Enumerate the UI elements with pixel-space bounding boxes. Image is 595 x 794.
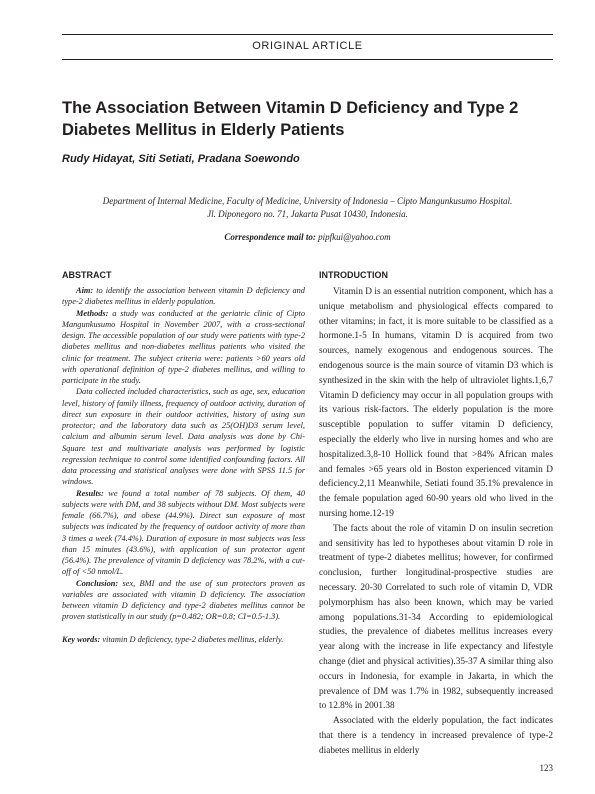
aim-label: Aim: <box>76 286 94 295</box>
introduction-heading: INTRODUCTION <box>319 270 388 280</box>
correspondence <box>62 232 553 242</box>
abstract-results <box>62 488 305 578</box>
methods-text: a study was conducted at the geriatric clinic of Cipto Mangunkusumo Hospital in November 2007, with a cross-sectional design. The accessible population of our study were patients with type-2 diabetes mellitus and non-diabetes mellitus patients who visited the clinic for treatment. The subject criteria were: patients >60 years old with operational definition of type-2 diabetes mellitus, and willing to participate in the study. <box>62 308 306 385</box>
keywords-text: vitamin D deficiency, type-2 diabetes mellitus, elderly. <box>102 634 284 644</box>
article-title: The Association Between Vitamin D Deficiency and Type 2 Diabetes Mellitus in Elderly Patients <box>62 99 519 139</box>
affiliation-line: Jl. Diponegoro no. 71, Jakarta Pusat 10430, Indonesia. <box>207 208 408 219</box>
intro-paragraph: Associated with the elderly population, the fact indicates that there is a tendency in increased prevalence of type-2 diabetes mellitus in elderly <box>319 716 553 756</box>
methods-label: Methods: <box>76 308 109 318</box>
aim-text: to identify the association between vitamin D deficiency and type-2 diabetes mellitus in elderly population. <box>62 286 305 307</box>
abstract-column <box>62 270 305 645</box>
abstract-conclusion <box>62 578 305 623</box>
header-rule-top <box>62 34 553 35</box>
intro-paragraph: Vitamin D is an essential nutrition component, which has a unique metabolism and physiological effects compared to other vitamins; in fact, it is more suitable to be classified as a hormone.1-5 In humans, vitamin D is acquired from two sources, namely exogenous and endogenous sources. The endogenous source is the main source of vitamin D3 which is synthesized in the skin with the help of ultraviolet lights.1,6,7 Vitamin D deficiency may occur in all population groups with its various risk-factors. The elderly population is the more susceptible population to suffer vitamin D deficiency, especially the elderly who live in nursing homes and who are hospitalized.3,8-10 Hollick found that >84% African males and females >65 years old in Boston experienced vitamin D deficiency.2,11 Meanwhile, Setiati found 35.1% prevalence in the female population aged 60-90 years old who lived in the nursing home.12-19 <box>319 287 553 519</box>
page-number: 123 <box>539 763 553 773</box>
correspondence-label: Correspondence mail to: <box>224 232 316 242</box>
affiliation-line: Department of Internal Medicine, Faculty of Medicine, University of Indonesia – Cipto Mangunkusumo Hospital. <box>102 196 513 206</box>
conclusion-text: sex, BMI and the use of sun protectors proven as variables are associated with vitamin D deficiency. The association between vitamin D deficiency and type-2 diabetes mellitus cannot be proven statistically in our study (p=0.482; OR=0.8; CI=0.5-1.3). <box>62 578 305 622</box>
abstract-methods <box>62 308 305 387</box>
abstract-heading: ABSTRACT <box>62 270 112 280</box>
introduction-column <box>319 270 553 759</box>
abstract-aim <box>62 285 305 308</box>
keywords-label: Key words: <box>62 634 101 644</box>
abstract-data: Data collected included characteristics, such as age, sex, education level, history of family illness, frequency of outdoor activity, duration of direct sun exposure in their outdoor activities, history of using sun protector; and the laboratory data such as 25(OH)D3 serum level, calcium and albumin serum level. Data analysis was done by Chi-Square test and multivariate analysis was performed by logistic regression technique to control some identified confounding factors. All data processing and statistical analyses were done with SPSS 11.5 for windows. <box>62 387 305 487</box>
header-rule-bottom <box>62 59 553 60</box>
results-label: Results: <box>76 488 104 498</box>
affiliation <box>62 195 553 220</box>
correspondence-email[interactable]: pipfkui@yahoo.com <box>318 232 391 242</box>
intro-paragraph: The facts about the role of vitamin D on insulin secretion and sensitivity has led to hypotheses about vitamin D role in treatment of type-2 diabetes mellitus; however, for confirmed conclusion, further longitudinal-prospective studies are necessary. 20-30 Correlated to such role of vitamin D, VDR polymorphism has also been known, which may be varied among populations.31-34 According to epidemiological studies, the prevalence of diabetes mellitus increases every year along with the increase in life expectancy and lifestyle change (diet and physical activities).35-37 A similar thing also occurs in Indonesia, for example in Jakarta, in which the prevalence of DM was 1.7% in 1982, subsequently increased to 12.8% in 2001.38 <box>319 523 553 712</box>
results-text: we found a total number of 78 subjects. Of them, 40 subjects were with DM, and 38 subjects without DM. Most subjects were female (66.7%), and obese (44.9%). Direct sun exposure of most subjects was indicated by the frequency of outdoor activity of more than 3 times a week (74.4%). Duration of exposure in most subjects was less than 15 minutes (43.6%), with application of sun protector agent (56.4%). The prevalence of vitamin D deficiency was 78.2%, with a cut-off of <50 nmol/L. <box>62 488 305 577</box>
section-label: ORIGINAL ARTICLE <box>252 40 363 52</box>
keywords <box>62 634 305 645</box>
author-list: Rudy Hidayat, Siti Setiati, Pradana Soewondo <box>62 153 300 165</box>
conclusion-label: Conclusion: <box>76 578 119 588</box>
